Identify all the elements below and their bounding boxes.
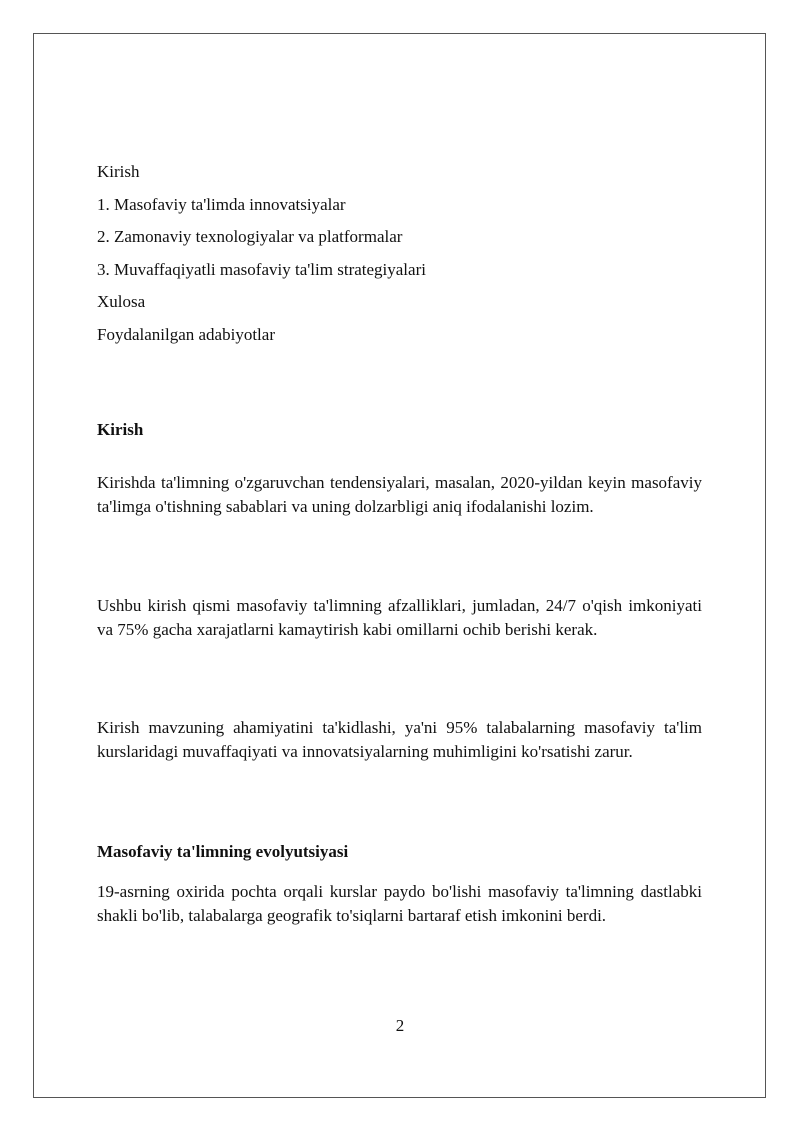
toc-item-technologies: 2. Zamonaviy texnologiyalar va platformalar <box>97 227 403 247</box>
intro-paragraph: Ushbu kirish qismi masofaviy ta'limning afzalliklari, jumladan, 24/7 o'qish imkoniyati va 75% gacha xarajatlarni kamaytirish kabi omillarni ochib berishi kerak. <box>97 596 702 639</box>
evolution-paragraph: 19-asrning oxirida pochta orqali kurslar paydo bo'lishi masofaviy ta'limning dastlabki shakli bo'lib, talabalarga geografik to'siqlarni bartaraf etish imkonini berdi. <box>97 882 702 925</box>
toc-item-intro: Kirish <box>97 162 140 181</box>
table-of-contents <box>97 160 702 356</box>
intro-paragraph: Kirishda ta'limning o'zgaruvchan tendensiyalari, masalan, 2020-yildan keyin masofaviy ta'limga o'tishning sabablari va uning dolzarbligi aniq ifodalanishi lozim. <box>97 473 702 516</box>
toc-item-references: Foydalanilgan adabiyotlar <box>97 324 275 344</box>
toc-item-conclusion: Xulosa <box>97 292 146 312</box>
evolution-heading: Masofaviy ta'limning evolyutsiyasi <box>97 842 349 861</box>
intro-paragraph: Kirish mavzuning ahamiyatini ta'kidlashi, ya'ni 95% talabalarning masofaviy ta'lim kurslaridagi muvaffaqiyati va innovatsiyalarning muhimligini ko'rsatishi zarur. <box>97 718 702 761</box>
toc-item-strategies: 3. Muvaffaqiyatli masofaviy ta'lim strategiyalari <box>97 259 426 279</box>
intro-heading: Kirish <box>97 420 144 439</box>
toc-item-innovations: 1. Masofaviy ta'limda innovatsiyalar <box>97 194 346 214</box>
page-number: 2 <box>395 1016 405 1035</box>
